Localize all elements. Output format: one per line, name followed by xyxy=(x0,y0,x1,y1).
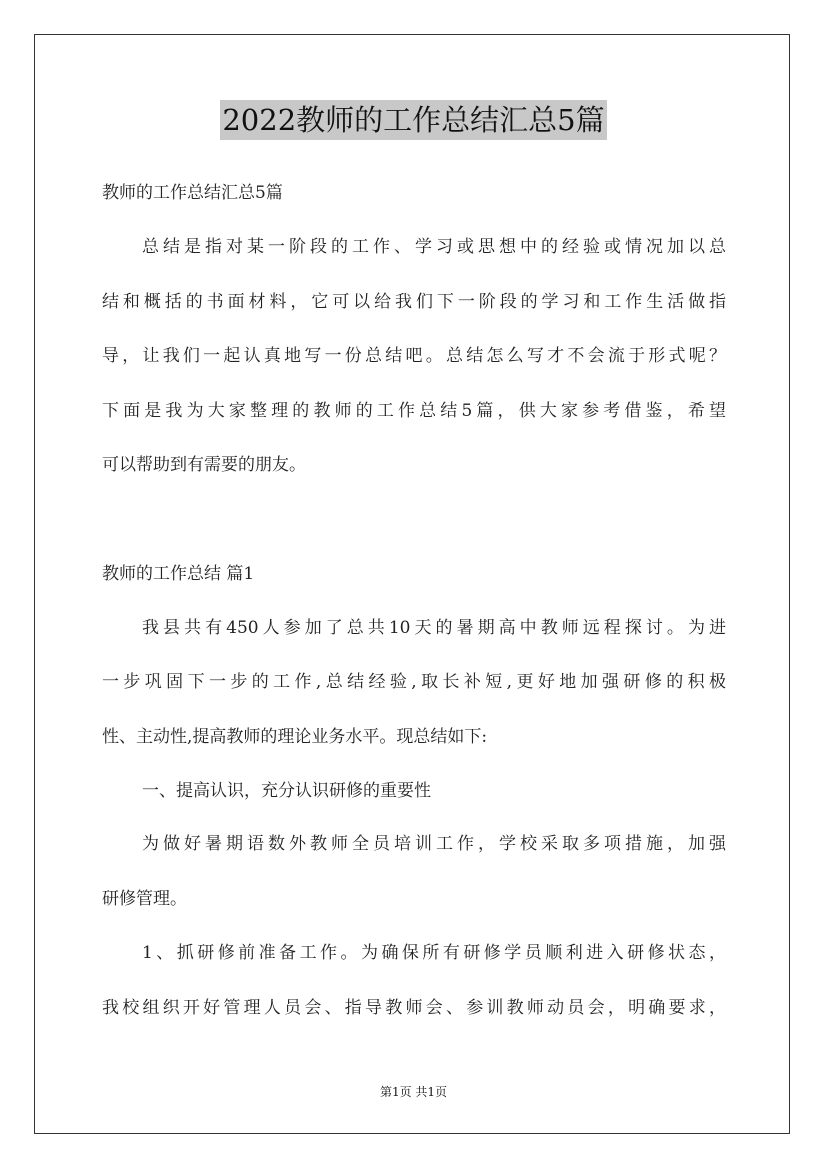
body-line-2: 一步巩固下一步的工作,总结经验,取长补短,更好地加强研修的积极 xyxy=(102,672,726,692)
intro-line-5: 可以帮助到有需要的朋友。 xyxy=(102,455,306,475)
body-line-7: 我校组织开好管理人员会、指导教师会、参训教师动员会，明确要求， xyxy=(102,998,726,1018)
document-title: 2022教师的工作总结汇总5篇 xyxy=(220,100,606,140)
intro-line-2: 结和概括的书面材料，它可以给我们下一阶段的学习和工作生活做指 xyxy=(102,292,726,312)
intro-line-1: 总结是指对某一阶段的工作、学习或思想中的经验或情况加以总 xyxy=(142,237,726,257)
body-line-6: 1、抓研修前准备工作。为确保所有研修学员顺利进入研修状态， xyxy=(142,943,726,963)
body-line-3: 性、主动性,提高教师的理论业务水平。现总结如下: xyxy=(102,727,488,747)
document-title-wrap xyxy=(0,100,827,140)
section-heading: 教师的工作总结 篇1 xyxy=(102,564,255,584)
point-heading-1: 一、提高认识，充分认识研修的重要性 xyxy=(142,781,431,801)
subtitle-line: 教师的工作总结汇总5篇 xyxy=(102,183,283,203)
body-line-4: 为做好暑期语数外教师全员培训工作，学校采取多项措施，加强 xyxy=(142,834,726,854)
intro-line-4: 下面是我为大家整理的教师的工作总结5篇，供大家参考借鉴，希望 xyxy=(102,401,726,421)
body-line-1: 我县共有450人参加了总共10天的暑期高中教师远程探讨。为进 xyxy=(142,618,726,638)
body-line-5: 研修管理。 xyxy=(102,889,187,909)
intro-line-3: 导，让我们一起认真地写一份总结吧。总结怎么写才不会流于形式呢？ xyxy=(102,346,726,366)
page-footer: 第1页 共1页 xyxy=(379,1085,448,1099)
